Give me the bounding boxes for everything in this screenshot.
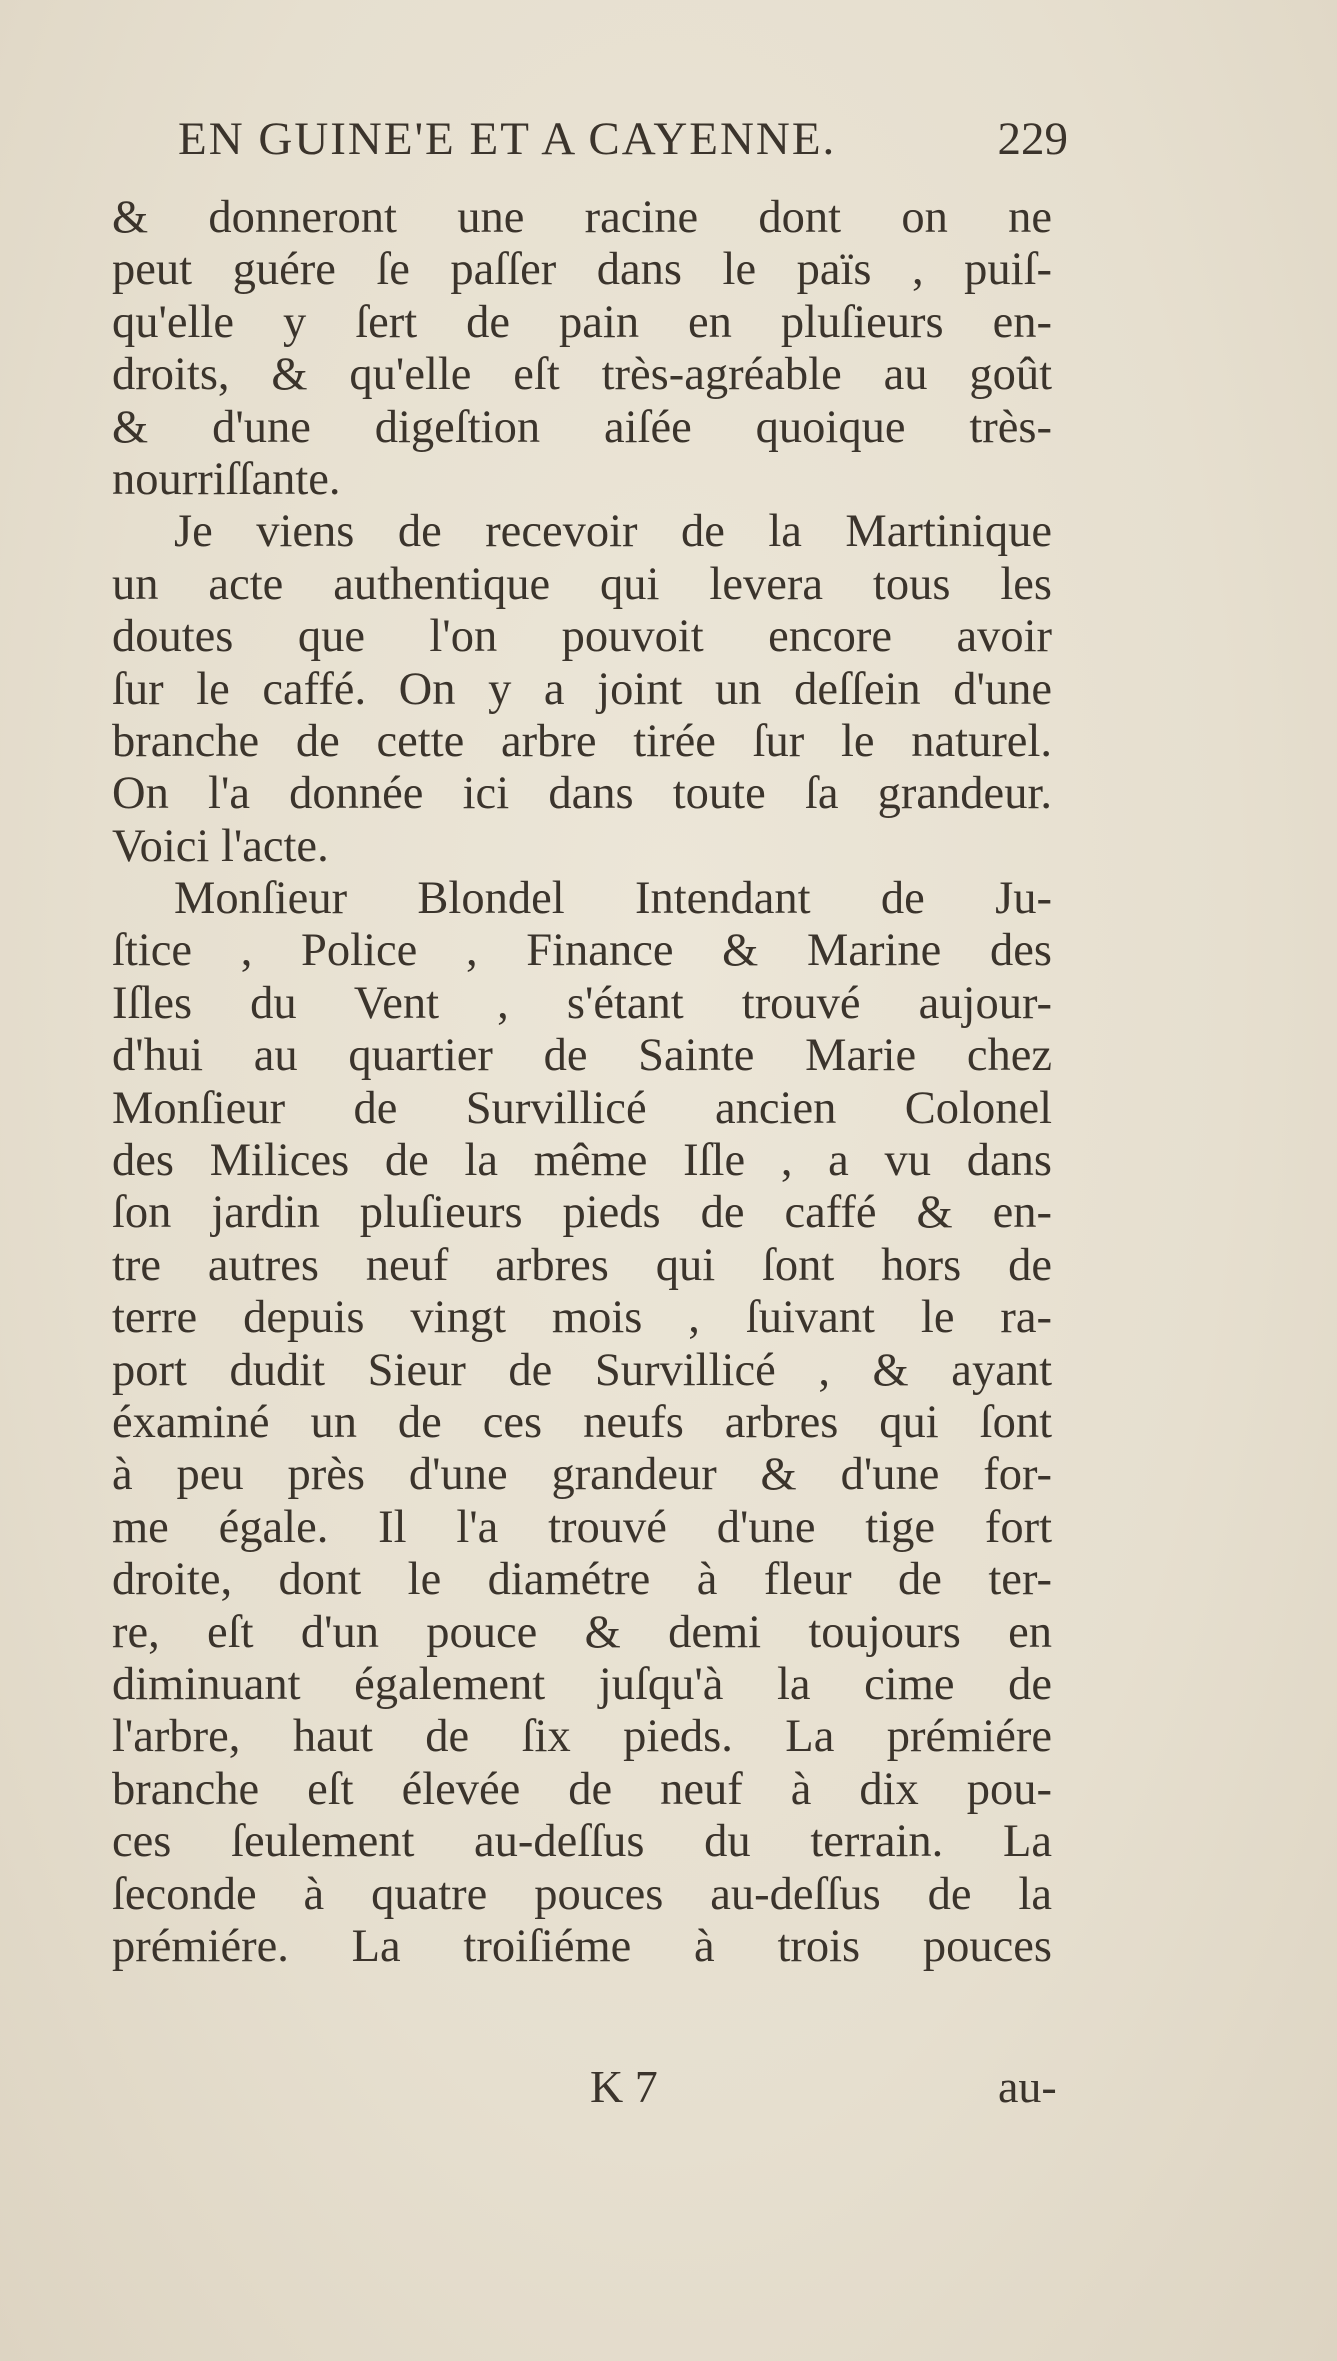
text-line: droits, & qu'elle eſt très-agréable au goût [112, 349, 1052, 401]
page-header [178, 112, 1068, 182]
body-text [112, 192, 1052, 1973]
text-line: & donneront une racine dont on ne [112, 192, 1052, 243]
text-line: à peu près d'une grandeur & d'une for- [112, 1449, 1052, 1501]
text-line: Monſieur de Survillicé ancien Colonel [112, 1082, 1052, 1134]
text-line: re, eſt d'un pouce & demi toujours en [112, 1606, 1052, 1658]
text-line: nourriſſante. [112, 453, 341, 505]
text-line: Iſles du Vent , s'étant trouvé aujour- [112, 977, 1052, 1029]
text-line: Voici l'acte. [112, 820, 329, 872]
text-line: prémiére. La troiſiéme à trois pouces [112, 1920, 1052, 1972]
catchword: au- [998, 2061, 1057, 2112]
text-line: d'hui au quartier de Sainte Marie chez [112, 1030, 1052, 1082]
text-line: ſon jardin pluſieurs pieds de caffé & en- [112, 1187, 1052, 1239]
text-line: diminuant également juſqu'à la cime de [112, 1658, 1052, 1710]
text-line: droite, dont le diamétre à fleur de ter- [112, 1554, 1052, 1606]
text-line: port dudit Sieur de Survillicé , & ayant [112, 1344, 1052, 1396]
text-line: branche de cette arbre tirée ſur le naturel. [112, 715, 1052, 767]
text-line: On l'a donnée ici dans toute ſa grandeur. [112, 768, 1052, 820]
text-line: ces ſeulement au-deſſus du terrain. La [112, 1816, 1052, 1868]
text-line: branche eſt élevée de neuf à dix pou- [112, 1763, 1052, 1815]
text-line: tre autres neuf arbres qui ſont hors de [112, 1239, 1052, 1291]
text-line: l'arbre, haut de ſix pieds. La prémiére [112, 1711, 1052, 1763]
text-line: me égale. Il l'a trouvé d'une tige fort [112, 1501, 1052, 1553]
text-line: éxaminé un de ces neufs arbres qui ſont [112, 1396, 1052, 1448]
text-line: ſur le caffé. On y a joint un deſſein d'une [112, 663, 1052, 715]
text-line: des Milices de la même Iſle , a vu dans [112, 1135, 1052, 1187]
text-line: Je viens de recevoir de la Martinique [174, 506, 1052, 558]
text-line: & d'une digeſtion aiſée quoique très- [112, 401, 1052, 453]
signature-mark: K 7 [590, 2061, 658, 2112]
text-line: ſeconde à quatre pouces au-deſſus de la [112, 1868, 1052, 1920]
text-line: peut guére ſe paſſer dans le païs , puiſ- [112, 244, 1052, 296]
text-line: ſtice , Police , Finance & Marine des [112, 925, 1052, 977]
text-line: terre depuis vingt mois , ſuivant le ra- [112, 1292, 1052, 1344]
text-line: doutes que l'on pouvoit encore avoir [112, 611, 1052, 663]
text-line: Monſieur Blondel Intendant de Ju- [174, 873, 1052, 925]
page-number: 229 [997, 113, 1068, 165]
text-line: un acte authentique qui levera tous les [112, 558, 1052, 610]
running-title: EN GUINE'E ET A CAYENNE. [178, 113, 837, 165]
text-line: qu'elle y ſert de pain en pluſieurs en- [112, 296, 1052, 348]
page-footer [0, 2060, 1337, 2120]
